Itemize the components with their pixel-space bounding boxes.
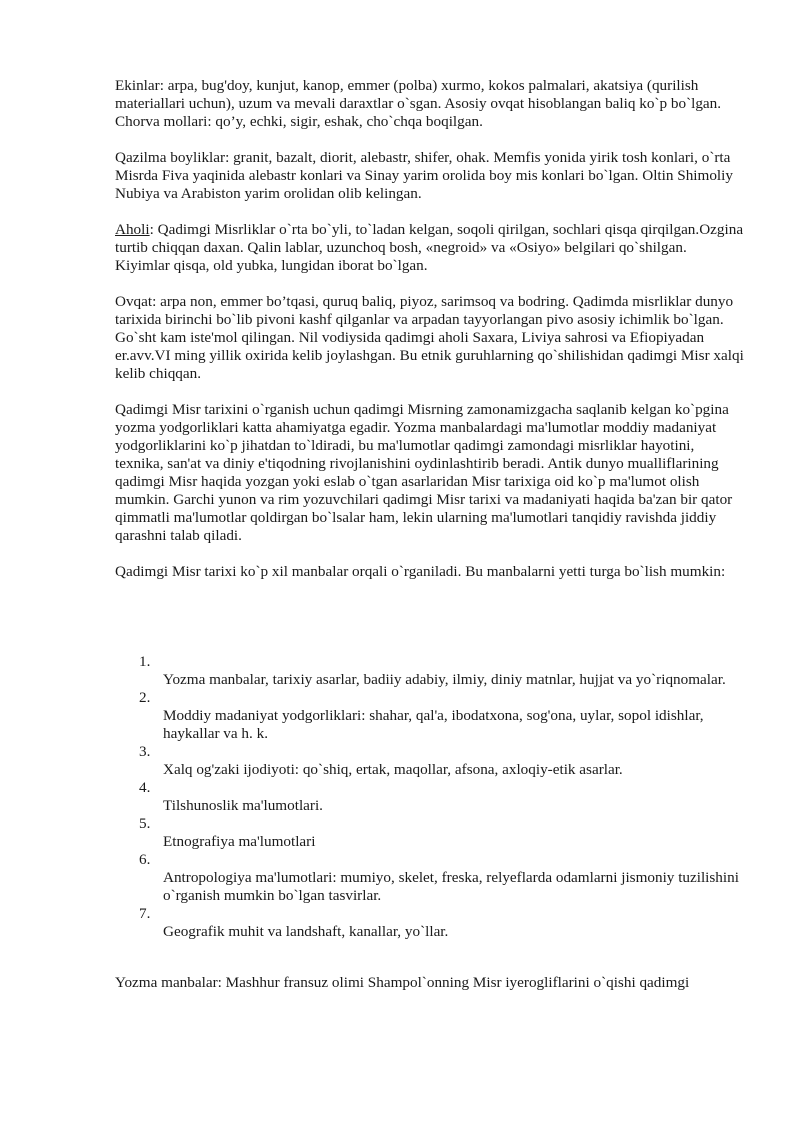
list-item — [115, 815, 745, 851]
paragraph-ovqat: Ovqat: arpa non, emmer bo’tqasi, quruq baliq, piyoz, sarimsoq va bodring. Qadimda misrliklar dunyo tarixida birinchi bo`lib pivoni kashf qilganlar va arpadan tayyorlangan pivo asosiy ichimlik bo`lgan. Go`sht kam iste'mol qilingan. Nil vodiysida qadimgi aholi Saxara, Liviya sahrosi va Efiopiyadan er.avv.VI ming yillik oxirida kelib joylashgan. Bu etnik guruhlarning qo`shilishidan qadimgi Misr xalqi kelib chiqqan. — [115, 293, 744, 382]
list-text: Etnografiya ma'lumotlari — [163, 833, 316, 850]
list-item — [115, 779, 745, 815]
paragraph-yozma-manbalar: Yozma manbalar: Mashhur fransuz olimi Shampol`onning Misr iyerogliflarini o`qishi qadimgi — [115, 974, 690, 991]
list-number: 4. — [139, 779, 151, 796]
list-text: Tilshunoslik ma'lumotlari. — [163, 797, 323, 814]
list-number: 3. — [139, 743, 151, 760]
source-types-list — [115, 653, 745, 941]
paragraph-qazilma: Qazilma boyliklar: granit, bazalt, diorit, alebastr, shifer, ohak. Memfis yonida yirik tosh konlari, o`rta Misrda Fiva yaqinida alebastr konlari va Sinay yarim orolida boy mis konlari bo`lgan. Oltin Shimoliy Nubiya va Arabiston yarim orolidan olib kelingan. — [115, 149, 733, 202]
aholi-text: : Qadimgi Misrliklar o`rta bo`yli, to`ladan kelgan, soqoli qirilgan, sochlari qisqa qirqilgan.Ozgina turtib chiqqan daxan. Qalin lablar, uzunchoq bosh, «negroid» va «Osiyo» belgilari qo`shilgan. Kiyimlar qisqa, old yubka, lungidan iborat bo`lgan. — [115, 221, 744, 274]
paragraph-ekinlar: Ekinlar: arpa, bug'doy, kunjut, kanop, emmer (polba) xurmo, kokos palmalari, akatsiya (qurilish materiallari uchun), uzum va mevali daraxtlar o`sgan. Asosiy ovqat hisoblangan baliq ko`p bo`lgan. Chorva mollari: qo’y, echki, sigir, eshak, cho`chqa boqilgan. — [115, 77, 722, 130]
list-text: Xalq og'zaki ijodiyoti: qo`shiq, ertak, maqollar, afsona, axloqiy-etik asarlar. — [163, 761, 623, 778]
list-number: 5. — [139, 815, 151, 832]
list-item — [115, 743, 745, 779]
paragraph-aholi — [115, 221, 745, 275]
list-item — [115, 689, 745, 743]
list-item — [115, 653, 745, 689]
paragraph-manbalar-intro: Qadimgi Misr tarixi ko`p xil manbalar orqali o`rganiladi. Bu manbalarni yetti turga bo`lish mumkin: — [115, 563, 726, 580]
document-page — [115, 77, 745, 992]
list-item — [115, 851, 745, 905]
aholi-heading: Aholi — [115, 221, 150, 238]
list-number: 6. — [139, 851, 151, 868]
list-number: 2. — [139, 689, 151, 706]
list-item — [115, 905, 745, 941]
list-text: Moddiy madaniyat yodgorliklari: shahar, qal'a, ibodatxona, sog'ona, uylar, sopol idishlar, haykallar va h. k. — [163, 707, 704, 742]
list-number: 1. — [139, 653, 151, 670]
list-text: Geografik muhit va landshaft, kanallar, yo`llar. — [163, 923, 449, 940]
list-text: Yozma manbalar, tarixiy asarlar, badiiy adabiy, ilmiy, diniy matnlar, hujjat va yo`riqnomalar. — [163, 671, 726, 688]
paragraph-tarix: Qadimgi Misr tarixini o`rganish uchun qadimgi Misrning zamonamizgacha saqlanib kelgan ko`pgina yozma yodgorliklari katta ahamiyatga egadir. Yozma manbalardagi ma'lumotlar moddiy madaniyat yodgorliklarini ko`p jihatdan to`ldiradi, bu ma'lumotlar qadimgi zamondagi misrliklar hayotini, texnika, san'at va diniy e'tiqodning rivojlanishini oydinlashtirib beradi. Antik dunyo mualliflarining qadimgi Misr haqida yozgan yoki eslab o`tgan asarlaridan Misr tarixiga oid ko`p ma'lumot olish mumkin. Garchi yunon va rim yozuvchilari qadimgi Misr tarixi va madaniyati haqida ba'zan bir qator qimmatli ma'lumotlar qoldirgan bo`lsalar ham, lekin ularning ma'lumotlari tanqidiy ravishda jiddiy qarashni talab qiladi. — [115, 401, 733, 544]
list-number: 7. — [139, 905, 151, 922]
list-text: Antropologiya ma'lumotlari: mumiyo, skelet, freska, relyeflarda odamlarni jismoniy tuzilishini o`rganish mumkin bo`lgan tasvirlar. — [163, 869, 739, 904]
